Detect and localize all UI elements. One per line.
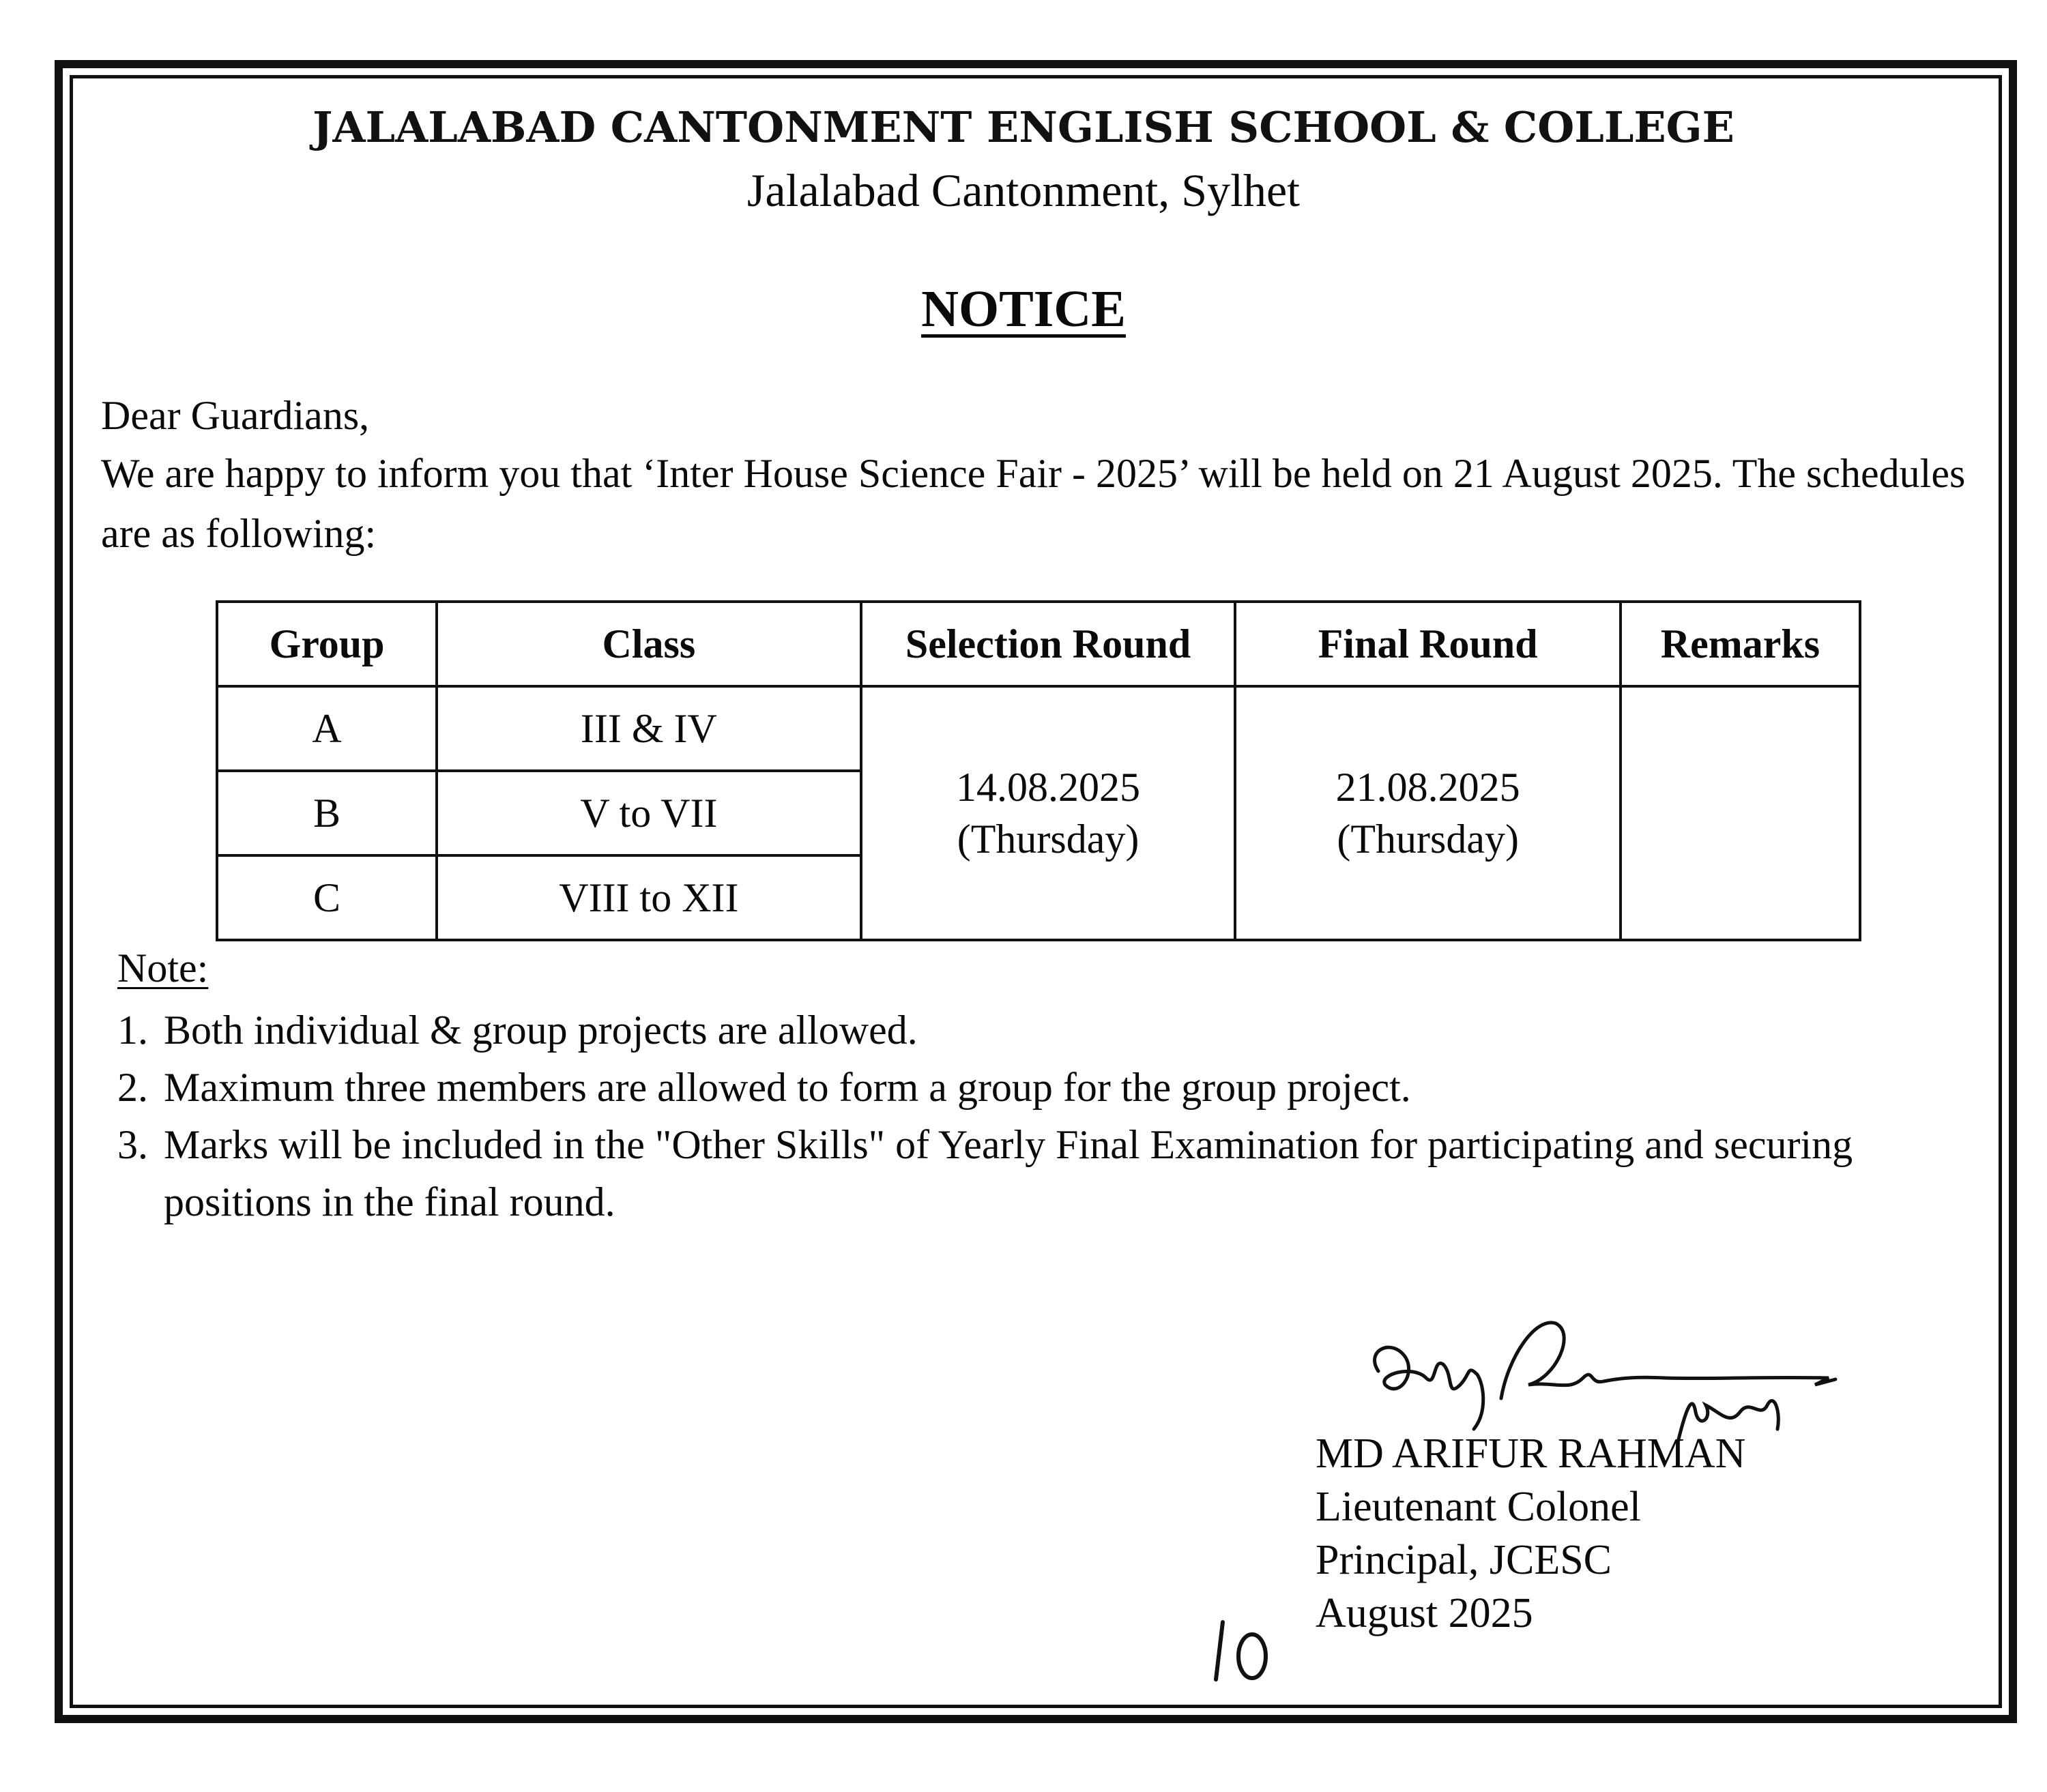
salutation: Dear Guardians,	[101, 393, 370, 438]
list-item	[117, 1001, 1905, 1059]
group-cell: C	[217, 855, 437, 940]
signatory-rank: Lieutenant Colonel	[1316, 1484, 1641, 1530]
table-row	[217, 686, 1860, 771]
signatory-date: August 2025	[1316, 1590, 1533, 1636]
signatory-name: MD ARIFUR RAHMAN	[1316, 1430, 1746, 1477]
list-item	[117, 1116, 1905, 1231]
note-text: Maximum three members are allowed to form a group for the group project.	[164, 1065, 1411, 1110]
selection-round-day: (Thursday)	[957, 817, 1139, 862]
table-header-row	[217, 602, 1860, 686]
note-text: Marks will be included in the "Other Skills" of Yearly Final Examination for participating and securing positions in the final round.	[164, 1122, 1853, 1224]
class-cell: VIII to XII	[437, 855, 860, 940]
note-text: Both individual & group projects are allowed.	[164, 1008, 918, 1053]
header-group: Group	[217, 602, 437, 686]
intro-paragraph: We are happy to inform you that ‘Inter House Science Fair - 2025’ will be held on 21 August 2025. The schedules are as following:	[101, 451, 1966, 556]
school-address: Jalalabad Cantonment, Sylhet	[746, 164, 1301, 216]
header-remarks: Remarks	[1621, 602, 1860, 686]
header-final-round: Final Round	[1235, 602, 1620, 686]
final-round-day: (Thursday)	[1337, 817, 1519, 862]
class-cell: V to VII	[437, 771, 860, 855]
note-number: 3.	[117, 1122, 148, 1167]
note-number: 1.	[117, 1008, 148, 1053]
final-round-cell	[1235, 686, 1620, 940]
group-cell: B	[217, 771, 437, 855]
selection-round-cell	[861, 686, 1236, 940]
list-item	[117, 1059, 1905, 1116]
note-number: 2.	[117, 1065, 148, 1110]
signatory-block	[1316, 1427, 1745, 1640]
note-heading: Note:	[117, 945, 209, 990]
signatory-position: Principal, JCESC	[1316, 1537, 1612, 1583]
notice-title	[0, 280, 2047, 339]
header-class: Class	[437, 602, 860, 686]
notice-title-text: NOTICE	[921, 280, 1126, 338]
final-round-date: 21.08.2025	[1335, 765, 1520, 810]
selection-round-date: 14.08.2025	[956, 765, 1141, 810]
handwritten-day	[1208, 1617, 1276, 1685]
class-cell: III & IV	[437, 686, 860, 771]
school-name: JALALABAD CANTONMENT ENGLISH SCHOOL & COLLEGE	[313, 102, 1734, 152]
header-selection-round: Selection Round	[861, 602, 1236, 686]
schedule-table	[216, 600, 1861, 941]
note-list	[117, 1001, 1905, 1231]
group-cell: A	[217, 686, 437, 771]
remarks-cell	[1621, 686, 1860, 940]
